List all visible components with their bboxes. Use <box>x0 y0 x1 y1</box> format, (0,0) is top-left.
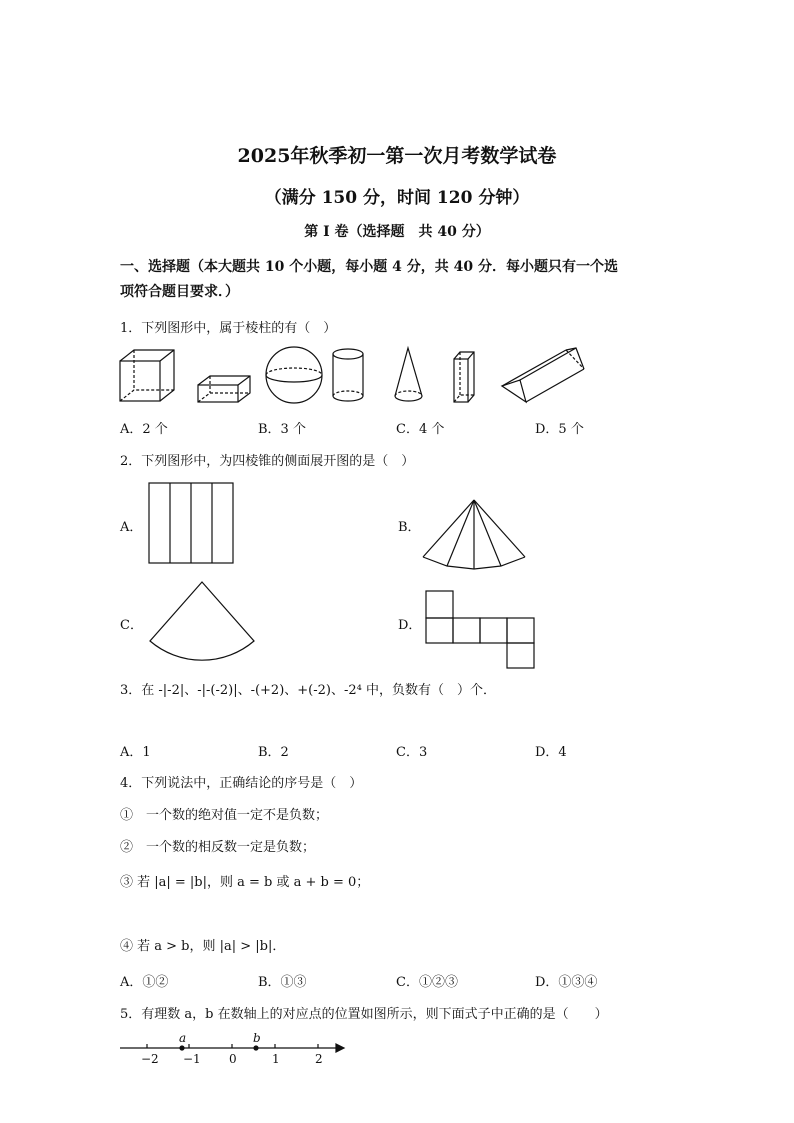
q2-label-c: C． <box>120 618 143 633</box>
tick-label: −1 <box>183 1052 201 1066</box>
q4-stem: 4．下列说法中，正确结论的序号是（ ） <box>120 776 363 791</box>
q3-option-c: C．3 <box>396 745 428 760</box>
section-heading-line2: 项符合题目要求．） <box>120 284 239 300</box>
page-subtitle: （满分 150 分，时间 120 分钟） <box>264 188 530 208</box>
q2-label-b: B． <box>398 520 421 535</box>
q1-option-d: D．5 个 <box>535 422 584 437</box>
q1-option-b: B．3 个 <box>258 422 306 437</box>
q2-label-a: A． <box>120 520 143 535</box>
q4-option-b: B．①③ <box>258 975 307 990</box>
q4-statement-3: ③ 若 |a| = |b|，则 a = b 或 a + b = 0； <box>120 875 370 890</box>
q3-option-a: A．1 <box>120 745 151 760</box>
q3-stem: 3．在 -|-2|、-|-(-2)|、-(+2)、+(-2)、-2⁴ 中，负数有（ ）个． <box>120 683 496 698</box>
point-a-dot <box>180 1046 184 1050</box>
q4-statement-4: ④ 若 a > b，则 |a| > |b|． <box>120 939 286 954</box>
q5-stem: 5．有理数 a，b 在数轴上的对应点的位置如图所示，则下面式子中正确的是（ ） <box>120 1007 608 1022</box>
tick-label: −2 <box>141 1052 159 1066</box>
volume-label: 第 I 卷（选择题 共 40 分） <box>304 224 490 240</box>
tick-label: 0 <box>229 1052 237 1066</box>
point-b-label: b <box>253 1031 261 1045</box>
q4-option-a: A．①② <box>120 975 169 990</box>
point-b-dot <box>254 1046 258 1050</box>
q1-option-c: C．4 个 <box>396 422 445 437</box>
tick-label: 2 <box>315 1052 323 1066</box>
q1-stem: 1．下列图形中，属于棱柱的有（ ） <box>120 321 337 336</box>
tick-label: 1 <box>272 1052 280 1066</box>
q2-label-d: D． <box>398 618 422 633</box>
q4-statement-2: ② 一个数的相反数一定是负数； <box>120 840 316 855</box>
page-title: 2025年秋季初一第一次月考数学试卷 <box>237 145 557 167</box>
q4-option-c: C．①②③ <box>396 975 458 990</box>
q3-option-b: B．2 <box>258 745 289 760</box>
q2-stem: 2．下列图形中，为四棱锥的侧面展开图的是（ ） <box>120 454 415 469</box>
q1-option-a: A．2 个 <box>120 422 168 437</box>
q4-option-d: D．①③④ <box>535 975 598 990</box>
q3-option-d: D．4 <box>535 745 567 760</box>
section-heading-line1: 一、选择题（本大题共 10 个小题，每小题 4 分，共 40 分．每小题只有一个选 <box>120 259 618 275</box>
q4-statement-1: ① 一个数的绝对值一定不是负数； <box>120 808 329 823</box>
point-a-label: a <box>179 1031 187 1045</box>
